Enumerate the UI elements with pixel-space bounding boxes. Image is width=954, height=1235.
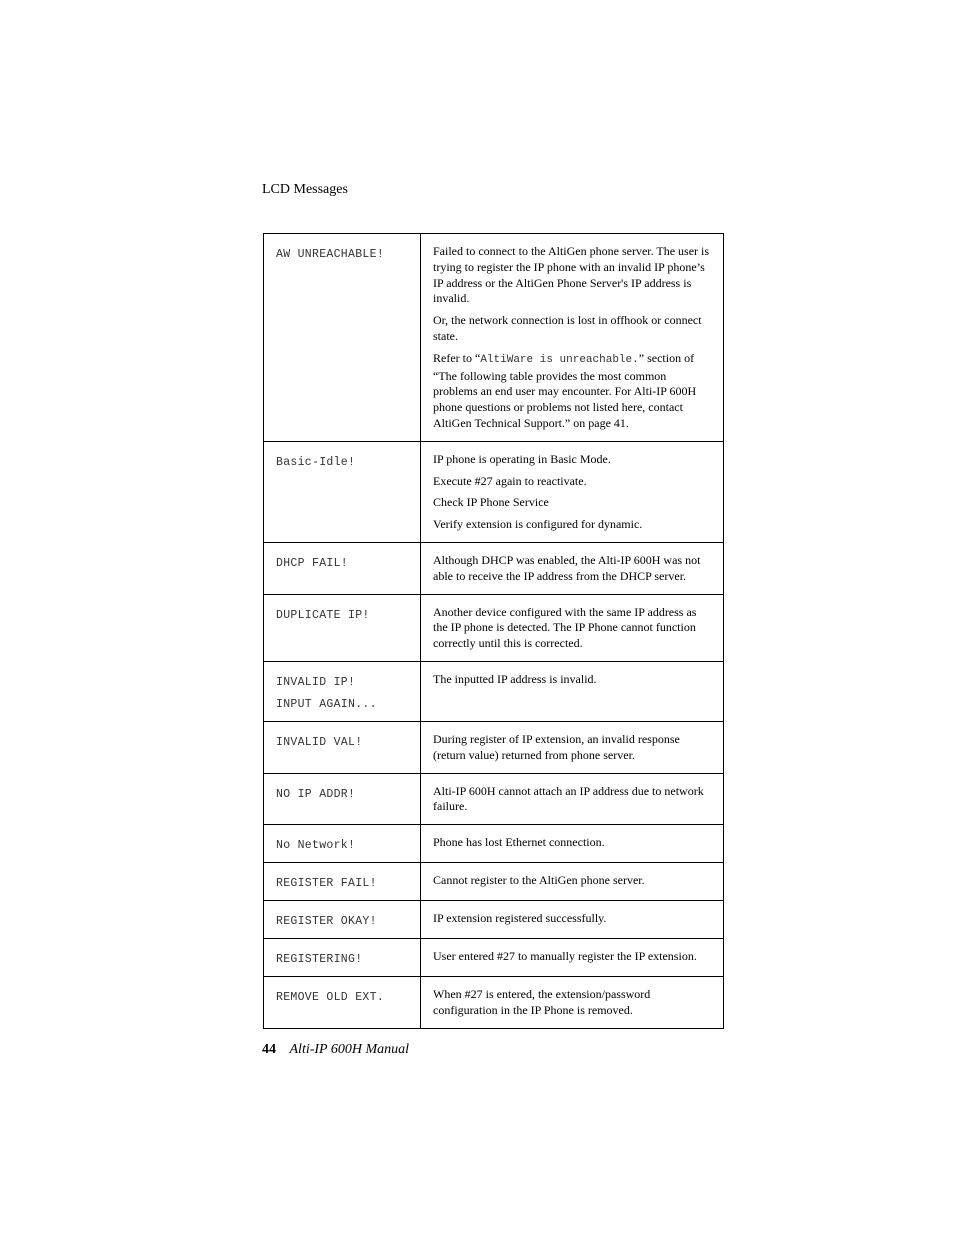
table-row bbox=[264, 542, 724, 594]
lcd-message-code-line: INVALID IP! bbox=[276, 675, 356, 689]
table-row bbox=[264, 773, 724, 825]
lcd-message-code-line: DUPLICATE IP! bbox=[276, 608, 370, 622]
lcd-message-code bbox=[264, 901, 421, 939]
table-row bbox=[264, 234, 724, 442]
lcd-message-code-line: Basic-Idle! bbox=[276, 455, 356, 469]
table-row bbox=[264, 825, 724, 863]
lcd-message-description bbox=[421, 441, 724, 542]
description-paragraph bbox=[433, 351, 711, 432]
description-paragraph: User entered #27 to manually register the IP extension. bbox=[433, 949, 697, 964]
description-paragraph: Or, the network connection is lost in offhook or connect state. bbox=[433, 313, 702, 343]
table-row bbox=[264, 977, 724, 1029]
lcd-message-code-line: AW UNREACHABLE! bbox=[276, 248, 385, 261]
lcd-message-code-line: REMOVE OLD EXT. bbox=[276, 991, 385, 1005]
section-title: LCD Messages bbox=[262, 182, 348, 197]
table-row bbox=[264, 594, 724, 661]
lcd-messages-table-body bbox=[264, 234, 724, 1029]
description-paragraph: Another device configured with the same IP address as the IP phone is detected. The IP Phone cannot function correctly until this is corrected. bbox=[433, 604, 697, 651]
description-paragraph: Cannot register to the AltiGen phone server. bbox=[433, 873, 645, 888]
lcd-message-description bbox=[421, 594, 724, 661]
lcd-message-code-line: No Network! bbox=[276, 839, 356, 853]
table-row bbox=[264, 661, 724, 721]
lcd-message-code bbox=[264, 441, 421, 542]
table-row bbox=[264, 721, 724, 773]
lcd-message-code bbox=[264, 234, 421, 442]
lcd-message-code-line: DHCP FAIL! bbox=[276, 556, 349, 570]
lcd-message-code bbox=[264, 661, 421, 721]
table-row bbox=[264, 441, 724, 542]
lcd-message-code bbox=[264, 542, 421, 594]
description-paragraph: Check IP Phone Service bbox=[433, 495, 549, 510]
description-paragraph: IP phone is operating in Basic Mode. bbox=[433, 451, 611, 466]
lcd-message-code bbox=[264, 773, 421, 825]
description-paragraph: When #27 is entered, the extension/password configuration in the IP Phone is removed. bbox=[433, 987, 651, 1017]
description-paragraph: Phone has lost Ethernet connection. bbox=[433, 835, 605, 850]
page-footer bbox=[262, 1042, 409, 1058]
lcd-message-code-line: INPUT AGAIN... bbox=[276, 697, 377, 711]
lcd-message-description bbox=[421, 773, 724, 825]
lcd-message-code bbox=[264, 721, 421, 773]
lcd-message-description bbox=[421, 977, 724, 1029]
lcd-message-code-line: REGISTERING! bbox=[276, 953, 363, 967]
lcd-message-code bbox=[264, 977, 421, 1029]
description-text: Refer to “ bbox=[433, 350, 481, 365]
description-paragraph: Execute #27 again to reactivate. bbox=[433, 473, 587, 488]
lcd-message-description bbox=[421, 901, 724, 939]
lcd-message-description bbox=[421, 721, 724, 773]
description-paragraph: Alti-IP 600H cannot attach an IP address due to network failure. bbox=[433, 783, 704, 814]
description-paragraph: Although DHCP was enabled, the Alti-IP 600H was not able to receive the IP address from the DHCP server. bbox=[433, 552, 701, 583]
lcd-message-code bbox=[264, 863, 421, 901]
lcd-message-code bbox=[264, 825, 421, 863]
lcd-message-description bbox=[421, 661, 724, 721]
description-paragraph: Failed to connect to the AltiGen phone server. The user is trying to register the IP phone with an invalid IP phone’s IP address or the AltiGen Phone Server's IP address is invalid. bbox=[433, 244, 710, 306]
description-paragraph: The inputted IP address is invalid. bbox=[433, 671, 597, 686]
lcd-message-description bbox=[421, 234, 724, 442]
lcd-message-code-line: REGISTER OKAY! bbox=[276, 915, 377, 929]
lcd-message-code-line: REGISTER FAIL! bbox=[276, 877, 377, 891]
lcd-message-description bbox=[421, 542, 724, 594]
description-paragraph: IP extension registered successfully. bbox=[433, 911, 607, 926]
description-paragraph: Verify extension is configured for dynamic. bbox=[433, 517, 643, 532]
page-number: 44 bbox=[262, 1042, 276, 1057]
lcd-message-description bbox=[421, 863, 724, 901]
lcd-message-description bbox=[421, 825, 724, 863]
table-row bbox=[264, 863, 724, 901]
lcd-message-code-line: NO IP ADDR! bbox=[276, 787, 356, 801]
lcd-messages-table bbox=[263, 233, 724, 1029]
lcd-message-code bbox=[264, 939, 421, 977]
manual-title: Alti-IP 600H Manual bbox=[289, 1042, 410, 1057]
description-text: ” section of “The following table provides the most common problems an end user may encounter. For Alti-IP 600H phone questions or problems not listed here, contact AltiGen Technical Support.” on page 41. bbox=[433, 350, 697, 430]
table-row bbox=[264, 939, 724, 977]
table-row bbox=[264, 901, 724, 939]
lcd-message-reference: AltiWare is unreachable. bbox=[480, 353, 639, 366]
lcd-message-code-line: INVALID VAL! bbox=[276, 735, 363, 749]
lcd-message-code bbox=[264, 594, 421, 661]
description-paragraph: During register of IP extension, an invalid response (return value) returned from phone server. bbox=[433, 731, 680, 762]
lcd-message-description bbox=[421, 939, 724, 977]
